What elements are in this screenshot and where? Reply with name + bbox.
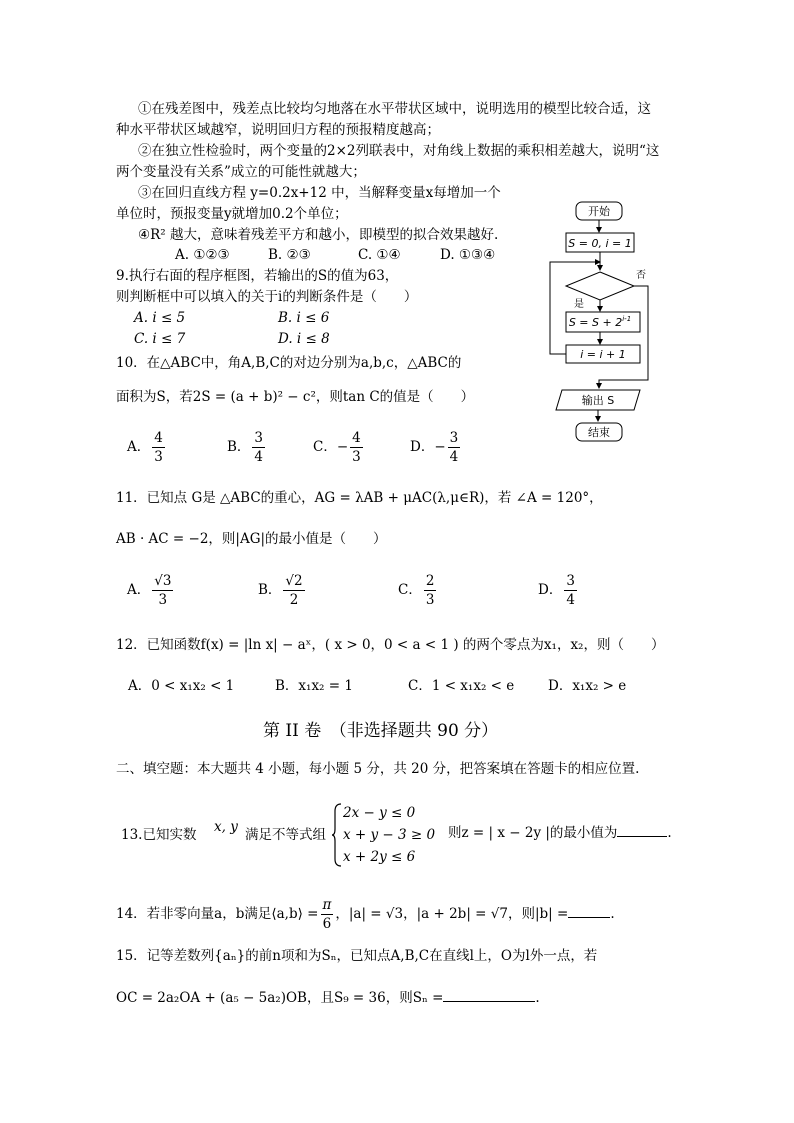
fill-in-intro: 二、填空题：本大题共 4 小题，每小题 5 分，共 20 分，把答案填在答题卡的相应位置. — [116, 761, 640, 777]
q10-option-b: B． $\frac{3}{4}$ — [227, 430, 264, 465]
q8-statement-3a: ③在回归直线方程 y=0.2x+12 中，当解释变量x每增加一个 — [138, 185, 501, 201]
q8-statement-2b: 两个变量没有关系”成立的可能性就越大； — [116, 164, 366, 180]
q9-option-d: D. i ≤ 8 — [278, 331, 330, 347]
flow-yes-label: 是 — [574, 299, 584, 310]
q13-prefix: 13.已知实数 — [121, 827, 197, 843]
q12-option-c: C．1 < x₁x₂ < e — [408, 678, 515, 694]
q12-option-b: B．x₁x₂ = 1 — [275, 678, 353, 694]
q8-option-c: C. ①④ — [358, 247, 401, 263]
q9-line-2: 则判断框中可以填入的关于i的判断条件是（ ） — [116, 289, 418, 305]
q13-row-1: 2x − y ≤ 0 — [343, 805, 416, 821]
q8-statement-1a: ①在残差图中，残差点比较均匀地落在水平带状区域中，说明选用的模型比较合适，这 — [138, 101, 651, 117]
q11-line-2: AB · AC = −2，则|AG|的最小值是（ ） — [116, 531, 387, 547]
q14-answer-blank[interactable] — [568, 905, 610, 918]
q9-option-a: A. i ≤ 5 — [134, 310, 186, 326]
q11-option-d: D． $\frac{3}{4}$ — [538, 573, 575, 608]
q10-line-1: 10．在△ABC中，角A,B,C的对边分别为a,b,c，△ABC的 — [116, 355, 462, 371]
q10-option-c: C．− $\frac{4}{3}$ — [313, 430, 361, 465]
q11-option-c: C． $\frac{2}{3}$ — [398, 573, 435, 608]
flow-decision-diamond — [566, 272, 634, 300]
q11-option-b: B． $\frac{√2}{2}$ — [258, 573, 303, 608]
q13-answer-blank[interactable] — [617, 824, 667, 837]
q11-option-a: A． $\frac{√3}{3}$ — [127, 573, 172, 608]
q13-row-3: x + 2y ≤ 6 — [343, 849, 416, 865]
q13-brace — [332, 803, 342, 867]
q13-mid: 满足不等式组 — [245, 827, 326, 843]
program-flowchart — [540, 196, 665, 448]
q8-statement-4: ④R² 越大，意味着残差平方和越小，即模型的拟合效果越好. — [138, 227, 499, 243]
q8-option-d: D. ①③④ — [440, 247, 496, 263]
q8-statement-3b: 单位时，预报变量y就增加0.2个单位； — [116, 206, 348, 222]
flow-start-label: 开始 — [588, 205, 610, 218]
flow-update-s-label: $S = S + 2^{i-1}$ — [568, 315, 632, 329]
flow-output-label: 输出 S — [581, 394, 615, 407]
q12-option-d: D．x₁x₂ > e — [548, 678, 627, 694]
part-2-title: 第 II 卷 （非选择题共 90 分） — [263, 721, 499, 741]
q9-line-1: 9.执行右面的程序框图，若输出的S的值为63， — [116, 268, 399, 284]
flow-update-i-label: i = i + 1 — [580, 348, 626, 361]
q8-statement-2a: ②在独立性检验时，两个变量的2×2列联表中，对角线上数据的乘积相差越大，说明“这 — [138, 143, 660, 159]
q10-option-a: A． $\frac{4}{3}$ — [127, 430, 163, 465]
q8-option-a: A. ①②③ — [175, 247, 230, 263]
q13-after: 则z = | x − 2y |的最小值为 . — [448, 825, 672, 841]
q12-option-a: A．0 < x₁x₂ < 1 — [128, 678, 235, 694]
q9-option-c: C. i ≤ 7 — [134, 331, 186, 347]
flow-no-label: 否 — [636, 270, 646, 281]
q15-line-1: 15．记等差数列{aₙ}的前n项和为Sₙ，已知点A,B,C在直线l上，O为l外一点，若 — [116, 948, 598, 964]
q14-line: 14．若非零向量a，b满足⟨a,b⟩ = $\frac{\pi}{6}$ ，|a| = √3，|a + 2b| = √7，则|b| = . — [116, 897, 615, 932]
q9-option-b: B. i ≤ 6 — [278, 310, 330, 326]
q15-line-2: OC = 2a₂OA + (a₅ − 5a₂)OB，且S₉ = 36，则Sₙ = . — [116, 990, 540, 1006]
q13-vars: x, y — [214, 819, 238, 835]
q12-line-1: 12．已知函数f(x) = |ln x| − aˣ，( x > 0，0 < a < 1 ) 的两个零点为x₁，x₂，则（ ） — [116, 637, 665, 653]
q8-statement-1b: 种水平带状区域越窄，说明回归方程的预报精度越高； — [116, 122, 440, 138]
q10-option-d: D．− $\frac{3}{4}$ — [410, 430, 459, 465]
flow-init-label: S = 0, i = 1 — [568, 237, 632, 250]
q10-line-2: 面积为S，若2S = (a + b)² − c²，则tan C的值是（ ） — [116, 389, 475, 405]
q13-row-2: x + y − 3 ≥ 0 — [343, 827, 436, 843]
q8-option-b: B. ②③ — [268, 247, 311, 263]
q15-answer-blank[interactable] — [443, 989, 535, 1002]
q11-line-1: 11．已知点 G是 △ABC的重心，AG = λAB + μAC(λ,μ∈R)，若 ∠A = 120°， — [116, 490, 603, 506]
flow-end-label: 结束 — [588, 426, 610, 439]
